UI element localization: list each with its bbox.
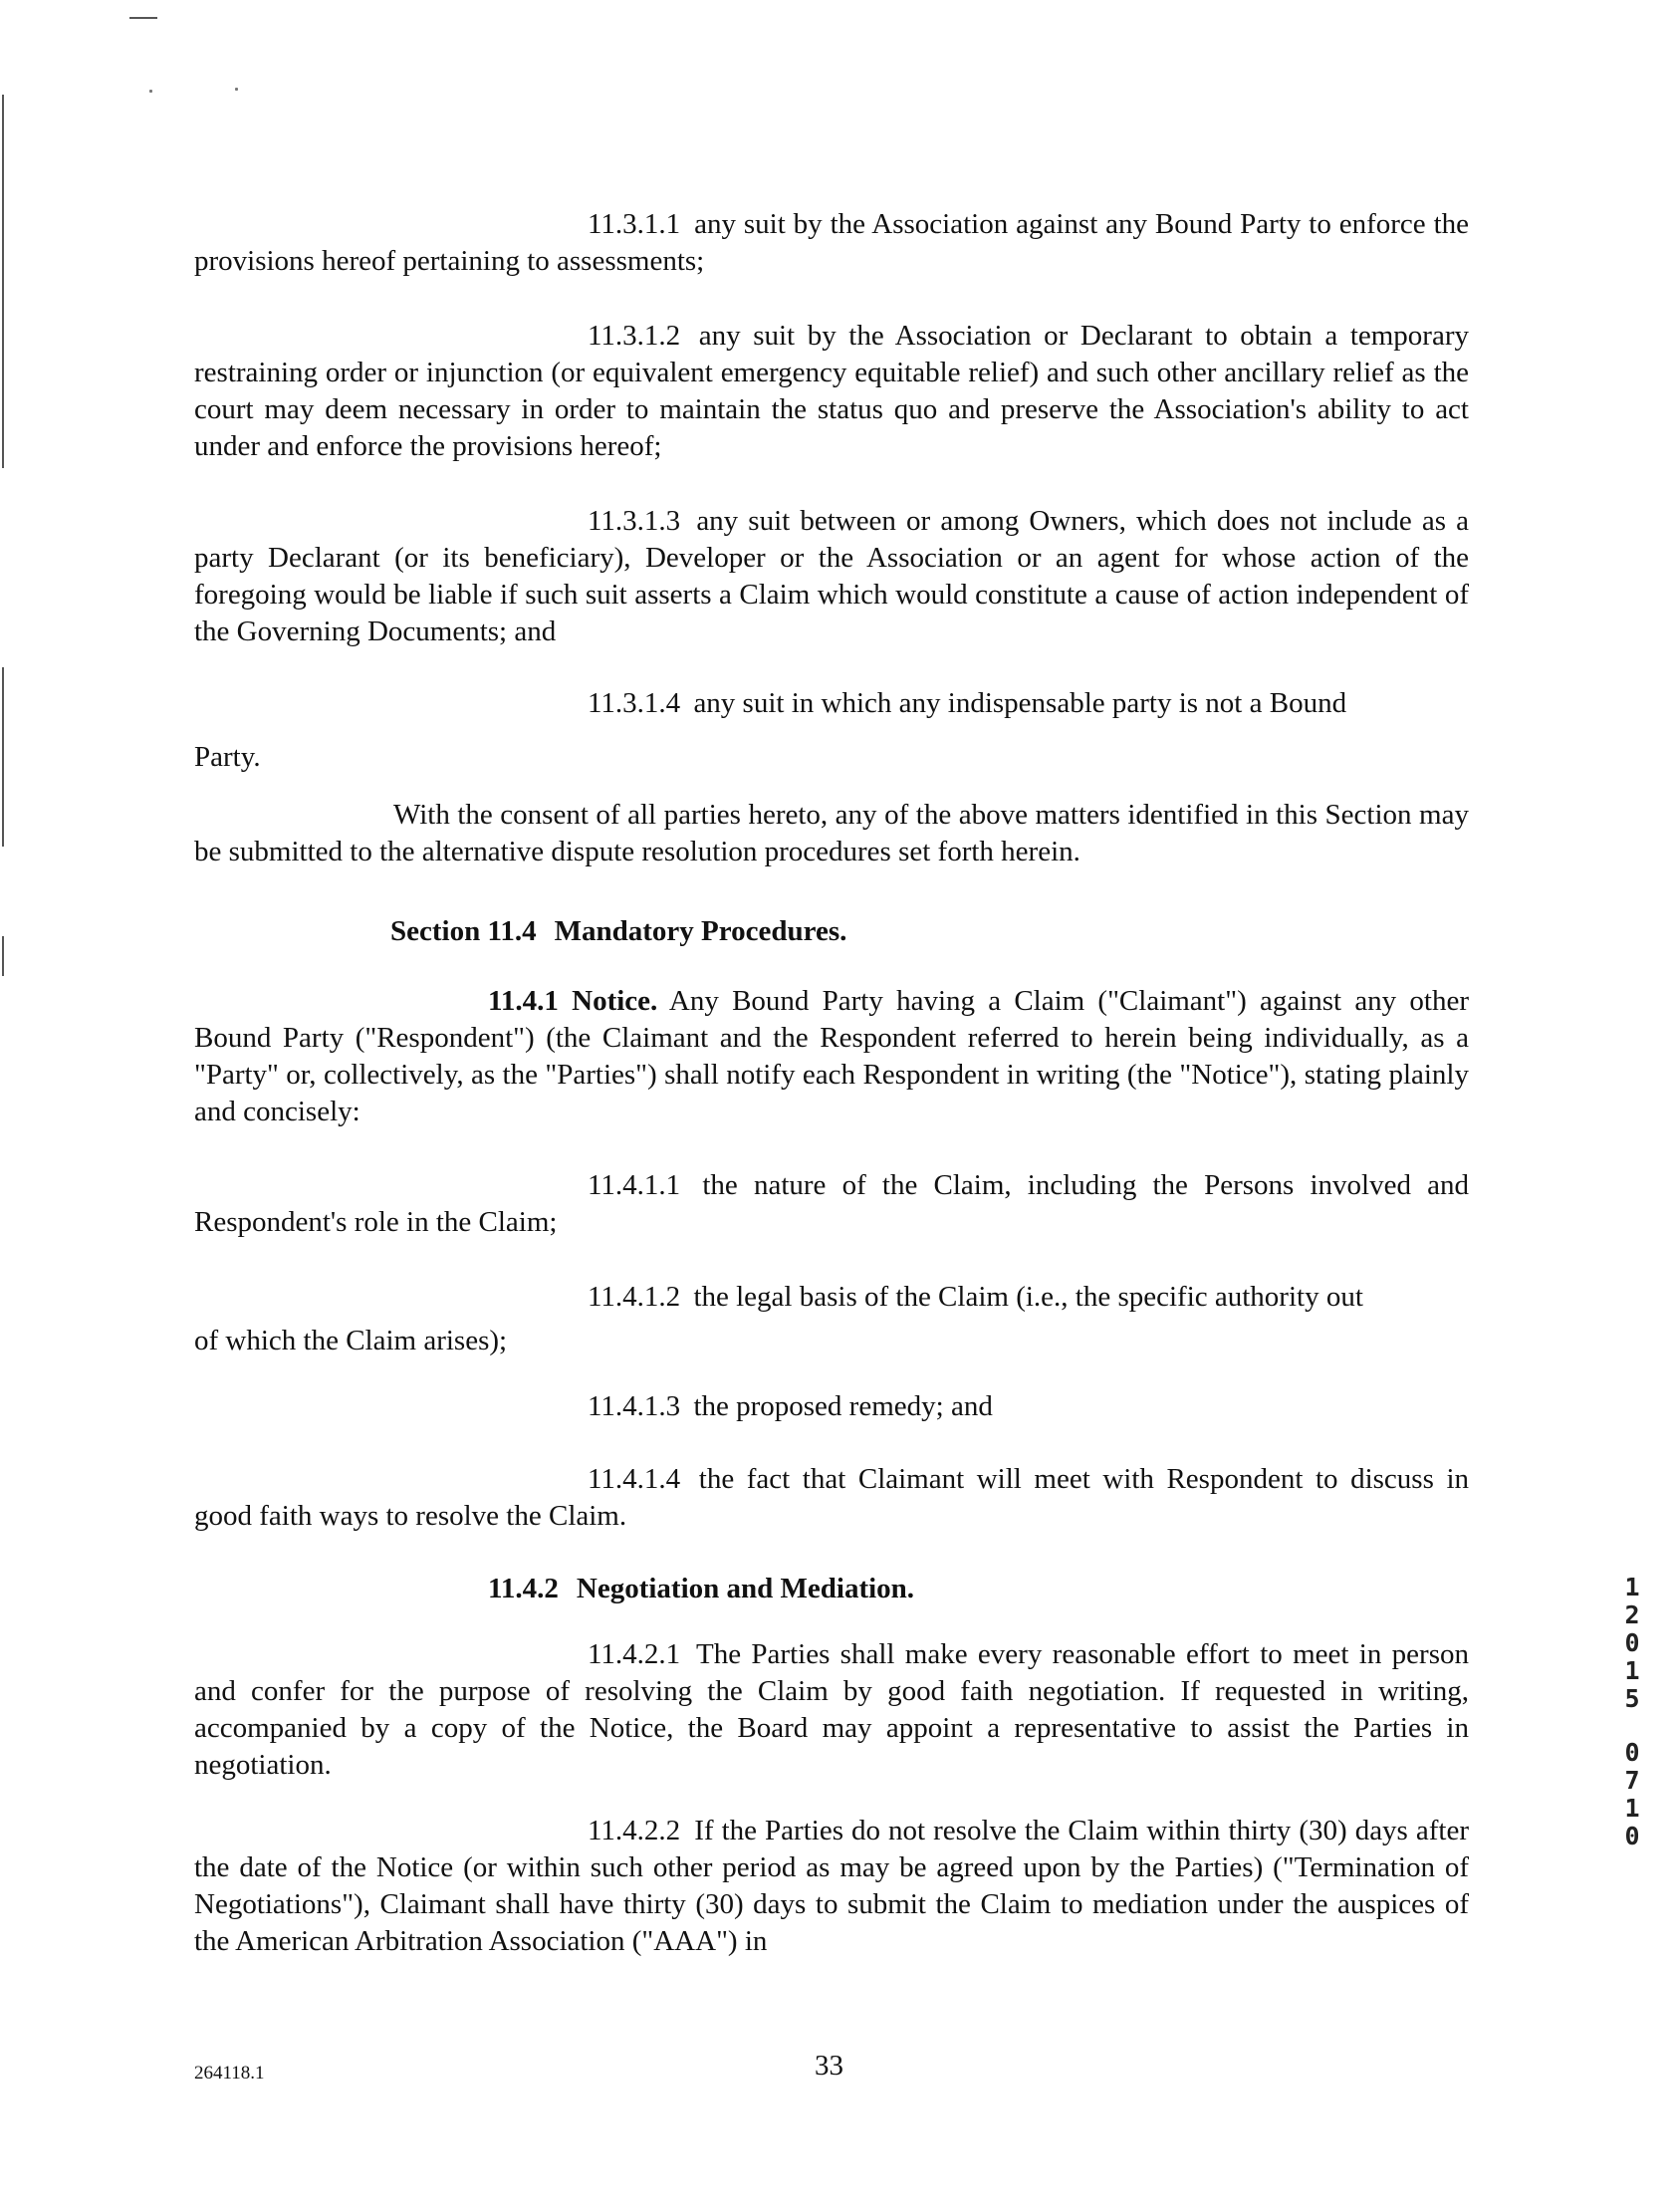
clause-number: 11.4.1.1 <box>588 1169 681 1201</box>
clause-11-4-1-3 <box>194 1388 1469 1425</box>
clause-number: 11.4.1.3 <box>588 1390 681 1422</box>
clause-11-4-1-2 <box>194 1279 1469 1316</box>
document-id: 264118.1 <box>194 2063 265 2084</box>
consent-paragraph: With the consent of all parties hereto, any of the above matters identified in this Section may be submitted to the alternative dispute resolution procedures set forth herein. <box>194 799 1469 867</box>
clause-11-3-1-4 <box>194 685 1469 722</box>
stamp-digit: 0 <box>1624 1738 1640 1767</box>
clause-11-4-1 <box>194 983 1469 1130</box>
clause-11-4-1-4 <box>194 1461 1469 1535</box>
clause-text: the legal basis of the Claim (i.e., the specific authority out <box>693 1281 1363 1313</box>
clause-text: the nature of the Claim, including the Persons involved and Respondent's role in the Claim; <box>194 1169 1470 1238</box>
clause-11-3-1-3 <box>194 503 1469 650</box>
clause-11-4-2-1 <box>194 1636 1469 1784</box>
section-label: 11.4.2 <box>488 1573 559 1604</box>
stamp-digit: 2 <box>1624 1600 1640 1629</box>
stamp-digit: 1 <box>1624 1656 1640 1685</box>
clause-text: any suit by the Association against any Bound Party to enforce the provisions hereof pertaining to assessments; <box>194 208 1470 277</box>
scan-margin-line <box>2 936 4 976</box>
clause-11-3-1-1 <box>194 206 1469 280</box>
clause-number: 11.4.2.2 <box>588 1815 681 1846</box>
clause-text: Any Bound Party having a Claim ("Claimant") against any other Bound Party ("Respondent") (the Claimant and the Respondent referred to herein being individually, as a "Party" or, collectively, as the "Parties") shall notify each Respondent in writing (the "Notice"), stating plainly and concisely: <box>194 985 1469 1127</box>
section-label: Section 11.4 <box>390 915 537 947</box>
clause-11-3-1-4-tail: Party. <box>194 741 261 773</box>
clause-text: the fact that Claimant will meet with Respondent to discuss in good faith ways to resolve the Claim. <box>194 1463 1470 1532</box>
clause-text: If the Parties do not resolve the Claim within thirty (30) days after the date of the Notice (or within such other period as may be agreed upon by the Parties) ("Termination of Negotiations"), Claimant shall have thirty (30) days to submit the Claim to mediation under the auspices of the American Arbitration Association ("AAA") in <box>194 1815 1469 1957</box>
clause-number: 11.3.1.2 <box>588 320 681 352</box>
clause-number: 11.3.1.1 <box>588 208 681 240</box>
section-heading-11-4-2 <box>488 1571 914 1607</box>
stamp-gap <box>1617 1713 1647 1739</box>
clause-number: 11.4.1.4 <box>588 1463 681 1495</box>
stamp-digit: 5 <box>1624 1684 1640 1713</box>
clause-number: 11.3.1.4 <box>588 687 681 719</box>
stamp-digit: 1 <box>1624 1573 1640 1601</box>
section-title: Mandatory Procedures. <box>554 915 847 947</box>
clause-text: any suit in which any indispensable party is not a Bound <box>693 687 1347 719</box>
clause-11-4-2-2 <box>194 1813 1469 1960</box>
section-heading-11-4 <box>390 913 846 950</box>
page-number: 33 <box>815 2050 843 2082</box>
recording-stamp <box>1617 1574 1647 1850</box>
scan-top-mark <box>129 17 157 19</box>
clause-text: any suit by the Association or Declarant to obtain a temporary restraining order or injunction (or equivalent emergency equitable relief) and such other ancillary relief as the court may deem necessary in order to maintain the status quo and preserve the Association's ability to act under and enforce the provisions hereof; <box>194 320 1469 462</box>
stamp-digit: 0 <box>1624 1628 1640 1657</box>
clause-11-3-1-2 <box>194 318 1469 465</box>
stamp-digit: 1 <box>1624 1794 1640 1823</box>
scan-speck <box>235 88 238 91</box>
clause-number: 11.4.1.2 <box>588 1281 681 1313</box>
clause-text: the proposed remedy; and <box>693 1390 993 1422</box>
clause-text: any suit between or among Owners, which does not include as a party Declarant (or its beneficiary), Developer or the Association or an agent for whose action of the foregoing would be liable if such suit asserts a Claim which would constitute a cause of action independent of the Governing Documents; and <box>194 505 1469 647</box>
stamp-digit: 0 <box>1624 1822 1640 1850</box>
scan-margin-line <box>2 667 4 847</box>
scan-margin-line <box>2 95 4 468</box>
clause-11-4-1-2-tail: of which the Claim arises); <box>194 1325 508 1356</box>
stamp-digit: 7 <box>1624 1766 1640 1795</box>
scan-speck <box>149 90 152 93</box>
clause-label: 11.4.1 Notice. <box>488 985 658 1017</box>
clause-number: 11.4.2.1 <box>588 1638 681 1670</box>
clause-11-4-1-1 <box>194 1167 1469 1241</box>
section-title: Negotiation and Mediation. <box>576 1573 915 1604</box>
clause-number: 11.3.1.3 <box>588 505 681 537</box>
clause-text: The Parties shall make every reasonable effort to meet in person and confer for the purpose of resolving the Claim by good faith negotiation. If requested in writing, accompanied by a copy of the Notice, the Board may appoint a representative to assist the Parties in negotiation. <box>194 1638 1469 1781</box>
